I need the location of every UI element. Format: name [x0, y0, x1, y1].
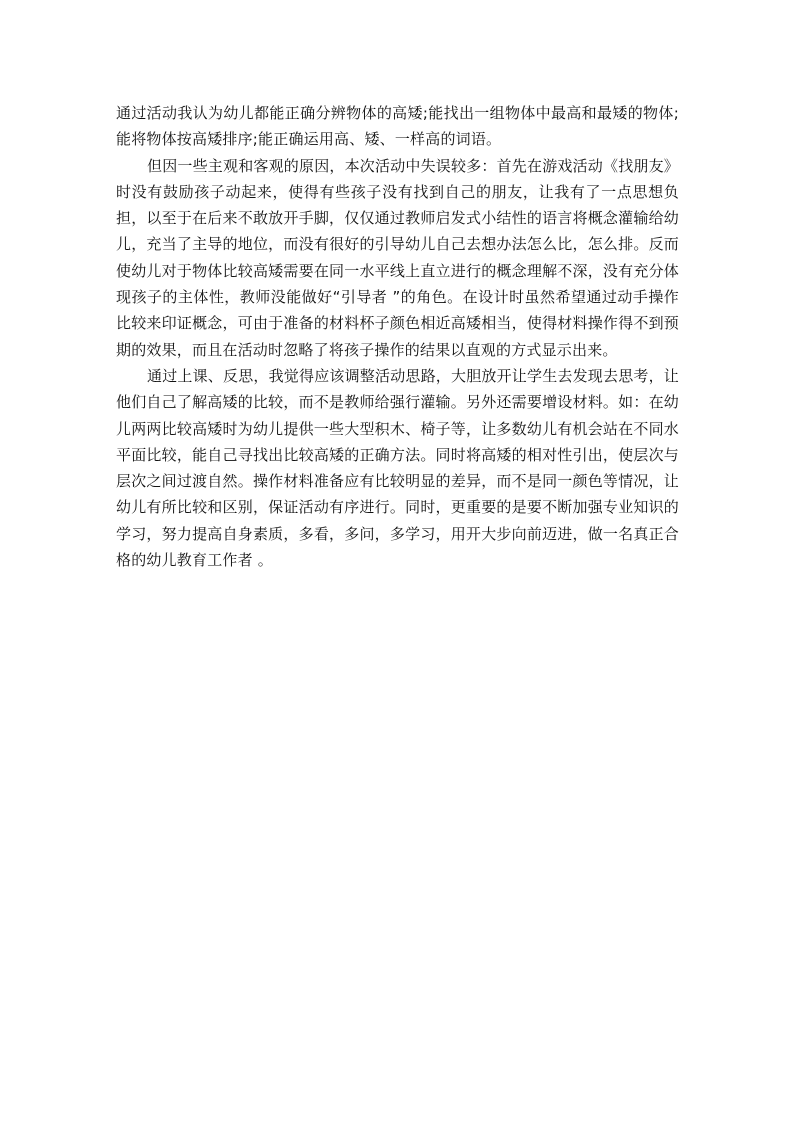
- document-body: [116, 100, 679, 573]
- paragraph-improvements: 通过上课、反思，我觉得应该调整活动思路，大胆放开让学生去发现去思考，让他们自己了解高矮的比较，而不是教师给强行灌输。另外还需要增设材料。如：在幼儿两两比较高矮时为幼儿提供一些大型积木、椅子等，让多数幼儿有机会站在不同水平面比较，能自己寻找出比较高矮的正确方法。同时将高矮的相对性引出，使层次与层次之间过渡自然。操作材料准备应有比较明显的差异，而不是同一颜色等情况，让幼儿有所比较和区别，保证活动有序进行。同时，更重要的是要不断加强专业知识的学习，努力提高自身素质，多看，多问，多学习，用开大步向前迈进，做一名真正合格的幼儿教育工作者 。: [116, 366, 680, 570]
- paragraph-summary: 通过活动我认为幼儿都能正确分辨物体的高矮;能找出一组物体中最高和最矮的物体;能将物体按高矮排序;能正确运用高、矮、一样高的词语。: [116, 104, 679, 149]
- paragraph-reflection-problems: 但因一些主观和客观的原因，本次活动中失误较多：首先在游戏活动《找朋友》时没有鼓励孩子动起来，使得有些孩子没有找到自己的朋友，让我有了一点思想负担，以至于在后来不敢放开手脚，仅仅通过教师启发式小结性的语言将概念灌输给幼儿，充当了主导的地位，而没有很好的引导幼儿自己去想办法怎么比，怎么排。反而使幼儿对于物体比较高矮需要在同一水平线上直立进行的概念理解不深，没有充分体现孩子的主体性，教师没能做好“引导者 ”的角色。在设计时虽然希望通过动手操作比较来印证概念，可由于准备的材料杯子颜色相近高矮相当，使得材料操作得不到预期的效果，而且在活动时忽略了将孩子操作的结果以直观的方式显示出来。: [116, 156, 680, 359]
